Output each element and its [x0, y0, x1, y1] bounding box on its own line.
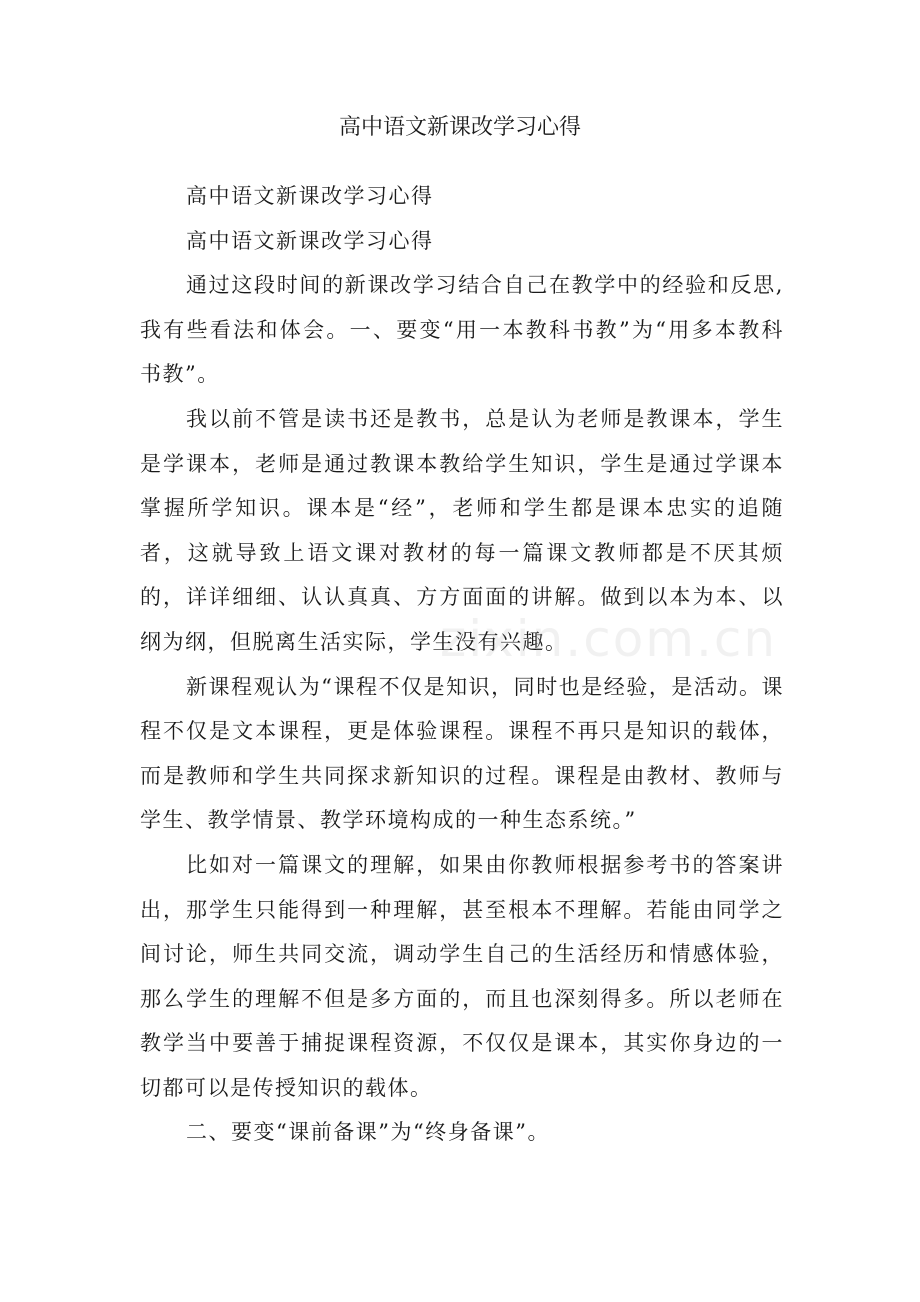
- paragraph-subtitle-2: 高中语文新课改学习心得: [186, 228, 434, 253]
- paragraph-intro: 通过这段时间的新课改学习结合自己在教学中的经验和反思,我有些看法和体会。一、要变“用一本教科书教”为“用多本教科书教”。: [140, 273, 784, 387]
- document-body: [140, 174, 784, 1155]
- paragraph-example: 比如对一篇课文的理解，如果由你教师根据参考书的答案讲出，那学生只能得到一种理解，甚至根本不理解。若能由同学之间讨论，师生共同交流，调动学生自己的生活经历和情感体验，那么学生的理解不但是多方面的，而且也深刻得多。所以老师在教学当中要善于捕捉课程资源，不仅仅是课本，其实你身边的一切都可以是传授知识的载体。: [140, 852, 784, 1100]
- paragraph-subtitle-1: 高中语文新课改学习心得: [186, 184, 434, 208]
- watermark-text: zixin.com.cn: [440, 610, 778, 668]
- paragraph-past-practice: 我以前不管是读书还是教书，总是认为老师是教课本，学生是学课本，老师是通过教课本教给学生知识，学生是通过学课本掌握所学知识。课本是“经”，老师和学生都是课本忠实的追随者，这就导致上语文课对教材的每一篇课文教师都是不厌其烦的，详详细细、认认真真、方方面面的讲解。做到以本为本、以纲为纲，但脱离生活实际，学生没有兴趣。: [140, 406, 784, 654]
- document-title: 高中语文新课改学习心得: [338, 115, 581, 140]
- paragraph-new-curriculum: 新课程观认为“课程不仅是知识，同时也是经验，是活动。课程不仅是文本课程，更是体验课程。课程不再只是知识的载体，而是教师和学生共同探求新知识的过程。课程是由教材、教师与学生、教学情景、教学环境构成的一种生态系统。”: [140, 674, 784, 833]
- paragraph-section-two: 二、要变“课前备课”为“终身备课”。: [186, 1120, 550, 1145]
